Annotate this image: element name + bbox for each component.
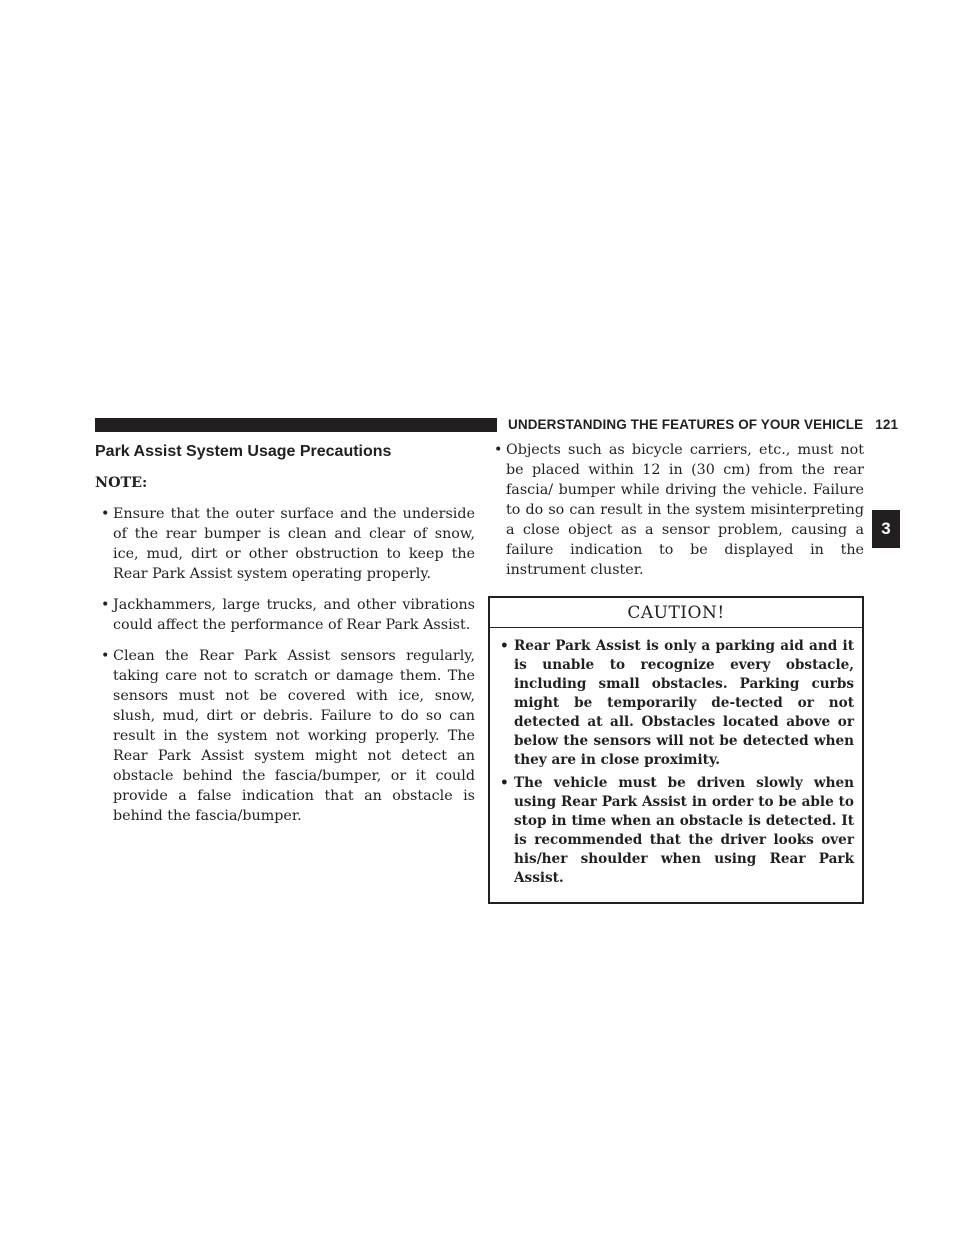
caution-item (500, 637, 854, 770)
caution-item-text: Rear Park Assist is only a parking aid and it is unable to recognize every obstacle, including small obstacles. Parking curbs might be temporarily de-tected or not detected at all. Obstacles located above or below the sensors will not be detected when they are in close proximity. (514, 638, 854, 768)
caution-box (488, 596, 864, 904)
running-header (508, 417, 898, 433)
bullet-icon: • (494, 442, 503, 458)
caution-title: CAUTION! (490, 597, 862, 628)
bullet-icon: • (101, 648, 110, 664)
bullet-icon: • (101, 597, 110, 613)
left-column (95, 440, 475, 837)
list-item-text: Jackhammers, large trucks, and other vibrations could affect the performance of Rear Park Assist. (113, 597, 475, 633)
list-item-text: Objects such as bicycle carriers, etc., must not be placed within 12 in (30 cm) from the rear fascia/ bumper while driving the vehicle. Failure to do so can result in the system misinterpreting a close object as a sensor problem, causing a failure indication to be displayed in the instrument cluster. (506, 442, 864, 578)
list-item (95, 504, 475, 584)
list-item (95, 595, 475, 635)
right-column (488, 440, 864, 904)
page-number: 121 (875, 417, 899, 432)
caution-body (490, 628, 862, 902)
bullet-icon: • (500, 638, 509, 654)
list-item (95, 646, 475, 826)
list-item-text: Clean the Rear Park Assist sensors regularly, taking care not to scratch or damage them. The sensors must not be covered with ice, snow, slush, mud, dirt or debris. Failure to do so can result in the system not working properly. The Rear Park Assist system might not detect an obstacle behind the fascia/bumper, or it could provide a false indication that an obstacle is behind the fascia/bumper. (113, 648, 475, 824)
list-item-text: Ensure that the outer surface and the underside of the rear bumper is clean and clear of snow, ice, mud, dirt or other obstruction to keep the Rear Park Assist system operating properly. (113, 506, 475, 582)
caution-item-text: The vehicle must be driven slowly when using Rear Park Assist in order to be able to stop in time when an obstacle is detected. It is recommended that the driver looks over his/her shoulder when using Rear Park Assist. (514, 775, 854, 886)
note-label: NOTE: (95, 475, 148, 491)
list-item (488, 440, 864, 580)
caution-item (500, 774, 854, 888)
bullet-icon: • (500, 775, 509, 791)
header-section-title: UNDERSTANDING THE FEATURES OF YOUR VEHICLE (508, 417, 864, 432)
chapter-tab: 3 (872, 510, 900, 548)
section-heading: Park Assist System Usage Precautions (95, 443, 392, 460)
header-rule (95, 418, 497, 432)
bullet-icon: • (101, 506, 110, 522)
